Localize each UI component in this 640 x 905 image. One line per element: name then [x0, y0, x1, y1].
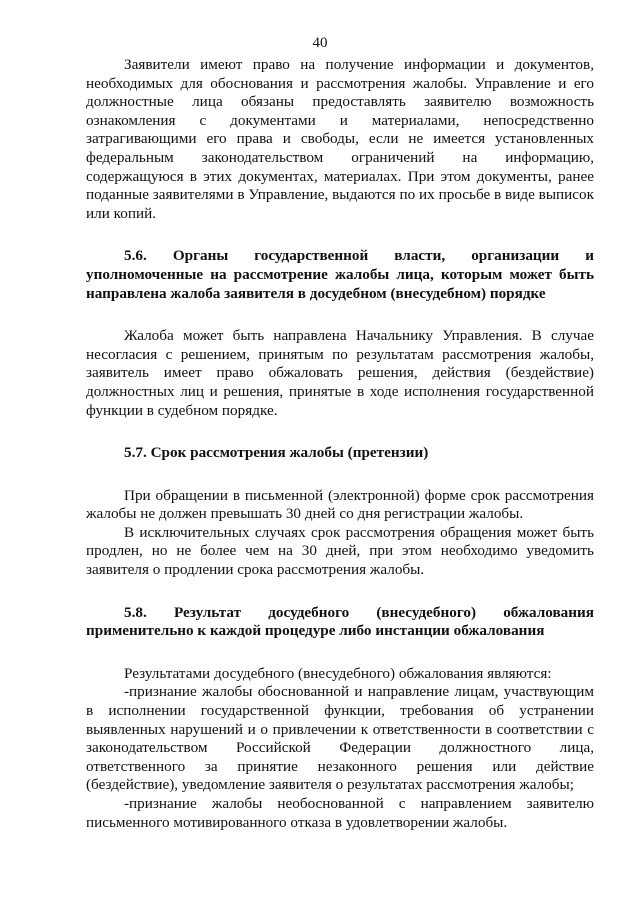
paragraph-complaint-addressee: Жалоба может быть направлена Начальнику Управления. В случае несогласия с решением, принятым по результатам рассмотрения жалобы, заявитель имеет право обжаловать решения, действия (бездействие) должностных лиц и решения, принятые в ходе исполнения государственной функции в судебном порядке. [86, 327, 594, 419]
section-heading-5-8: 5.8. Результат досудебного (внесудебного) обжалования применительно к каждой процедуре либо инстанции обжалования [86, 603, 594, 640]
paragraph-results-intro: Результатами досудебного (внесудебного) обжалования являются: [124, 664, 552, 682]
page-content [86, 56, 594, 832]
paragraph-review-term: При обращении в письменной (электронной) форме срок рассмотрения жалобы не должен превышать 30 дней со дня регистрации жалобы. [86, 486, 594, 523]
section-heading-5-7: 5.7. Срок рассмотрения жалобы (претензии) [124, 444, 429, 462]
paragraph-result-justified: -признание жалобы обоснованной и направление лицам, участвующим в исполнении государственной функции, требования об устранении выявленных нарушений и о привлечении к ответственности в соответствии с законодательством Российской Федерации должностного лица, ответственного за принятие незаконного решения или действие (бездействие), уведомление заявителя о результатах рассмотрения жалобы; [86, 683, 594, 794]
page-number: 40 [312, 35, 328, 51]
paragraph-applicant-rights: Заявители имеют право на получение информации и документов, необходимых для обоснования и рассмотрения жалобы. Управление и его должностные лица обязаны предоставлять заявителю возможность ознакомления с документами и материалами, непосредственно затрагивающими его права и свободы, если не имеется установленных федеральным законодательством ограничений на информацию, содержащуюся в этих документах, материалах. При этом документы, ранее поданные заявителями в Управление, выдаются по их просьбе в виде выписок или копий. [86, 56, 594, 222]
section-heading-5-6: 5.6. Органы государственной власти, организации и уполномоченные на рассмотрение жалобы лица, которым может быть направлена жалоба заявителя в досудебном (внесудебном) порядке [86, 247, 594, 302]
paragraph-result-unjustified: -признание жалобы необоснованной с направлением заявителю письменного мотивированного отказа в удовлетворении жалобы. [86, 795, 594, 831]
paragraph-term-extension: В исключительных случаях срок рассмотрения обращения может быть продлен, но не более чем на 30 дней, при этом необходимо уведомить заявителя о продлении срока рассмотрения жалобы. [86, 523, 594, 579]
